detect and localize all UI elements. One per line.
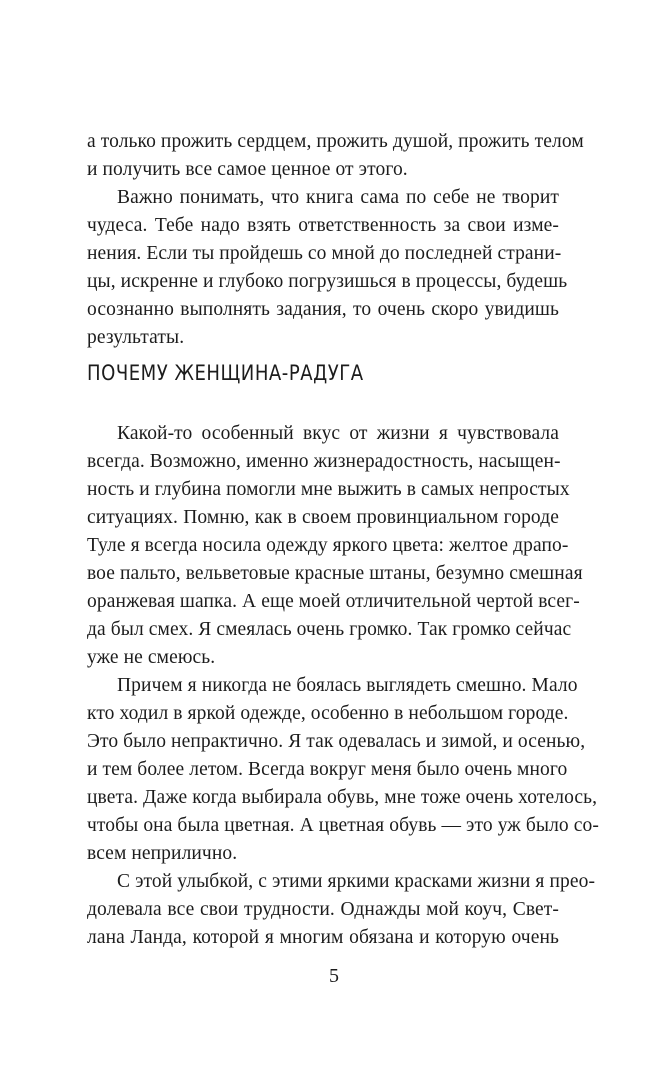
text-line: и получить все самое ценное от этого. (87, 159, 408, 180)
text-line: всем неприлично. (87, 843, 238, 864)
text-line: и тем более летом. Всегда вокруг меня было очень много (87, 759, 568, 780)
text-line: Причем я никогда не боялась выглядеть смешно. Мало (117, 675, 578, 696)
text-line: С этой улыбкой, с этими яркими красками жизни я прео- (117, 871, 596, 892)
text-line: чтобы она была цветная. А цветная обувь — это уж было со- (87, 815, 599, 836)
text-line: нения. Если ты пройдешь со мной до последней страни- (87, 243, 562, 264)
text-line: Какой-то особенный вкус от жизни я чувствовала (117, 423, 559, 444)
text-line: вое пальто, вельветовые красные штаны, безумно смешная (87, 563, 583, 584)
text-line: да был смех. Я смеялась очень громко. Так громко сейчас (87, 619, 572, 640)
text-line: ность и глубина помогли мне выжить в самых непростых (87, 479, 570, 500)
text-line: всегда. Возможно, именно жизнерадостность, насыщен- (87, 451, 561, 472)
text-line: долевала все свои трудности. Однажды мой коуч, Свет- (87, 899, 559, 920)
text-line: оранжевая шапка. А еще моей отличительной чертой всег- (87, 591, 580, 612)
text-line: уже не смеюсь. (87, 647, 216, 668)
text-line: осознанно выполнять задания, то очень скоро увидишь (87, 299, 559, 320)
text-line: лана Ланда, которой я многим обязана и которую очень (87, 927, 559, 948)
text-line: а только прожить сердцем, прожить душой, прожить телом (87, 131, 584, 152)
text-line: цвета. Даже когда выбирала обувь, мне тоже очень хотелось, (87, 787, 598, 808)
text-line: ситуациях. Помню, как в своем провинциальном городе (87, 507, 559, 528)
text-line: цы, искренне и глубоко погрузишься в процессы, будешь (87, 271, 568, 292)
text-line: Важно понимать, что книга сама по себе не творит (117, 187, 559, 208)
text-line: Это было непрактично. Я так одевалась и зимой, и осенью, (87, 731, 586, 752)
section-heading: ПОЧЕМУ ЖЕНЩИНА-РАДУГА (87, 361, 364, 385)
text-line: результаты. (87, 327, 185, 348)
text-line: Туле я всегда носила одежду яркого цвета: желтое драпо- (87, 535, 569, 556)
text-line: кто ходил в яркой одежде, особенно в небольшом городе. (87, 703, 569, 724)
text-line: чудеса. Тебе надо взять ответственность за свои изме- (87, 215, 559, 236)
page-number: 5 (329, 965, 339, 987)
